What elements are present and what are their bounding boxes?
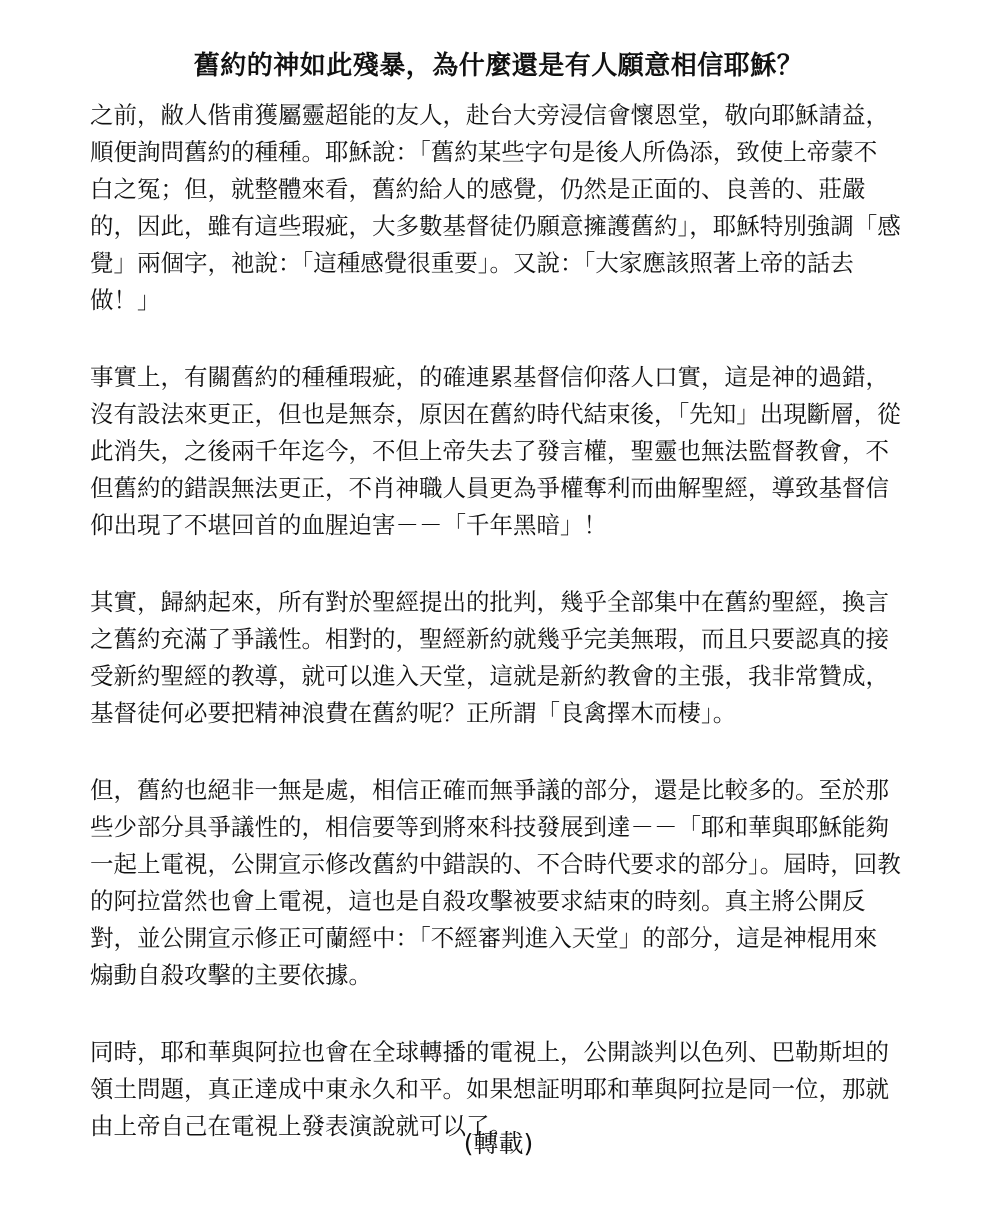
text-line: 順便詢問舊約的種種。耶穌說：「舊約某些字句是後人所偽添，致使上帝蒙不 — [90, 138, 878, 166]
text-line: 但舊約的錯誤無法更正，不肖神職人員更為爭權奪利而曲解聖經，導致基督信 — [90, 474, 889, 502]
text-line: 煽動自殺攻擊的主要依據。 — [90, 961, 372, 989]
text-line: 但，舊約也絕非一無是處，相信正確而無爭議的部分，還是比較多的。至於那 — [90, 776, 889, 804]
text-line: 事實上，有關舊約的種種瑕疵，的確連累基督信仰落人口實，這是神的過錯， — [90, 363, 889, 391]
text-line: 白之冤；但，就整體來看，舊約給人的感覺，仍然是正面的、良善的、莊嚴 — [90, 175, 866, 203]
paragraph-4 — [90, 772, 920, 994]
text-line: 其實，歸納起來，所有對於聖經提出的批判，幾乎全部集中在舊約聖經，換言 — [90, 588, 889, 616]
text-line: 做！」 — [90, 286, 161, 314]
text-line: 仰出現了不堪回首的血腥迫害－－「千年黑暗」！ — [90, 511, 607, 539]
document-body — [90, 97, 920, 1185]
text-line: 沒有設法來更正，但也是無奈，原因在舊約時代結束後，「先知」出現斷層，從 — [90, 400, 901, 428]
text-line: 領土問題，真正達成中東永久和平。如果想証明耶和華與阿拉是同一位，那就 — [90, 1075, 889, 1103]
text-line: 由上帝自己在電視上發表演說就可以了。 — [90, 1112, 513, 1140]
paragraph-2 — [90, 359, 920, 544]
paragraph-1 — [90, 97, 920, 319]
text-line: 對，並公開宣示修正可蘭經中：「不經審判進入天堂」的部分，這是神棍用來 — [90, 924, 878, 952]
text-line: 同時，耶和華與阿拉也會在全球轉播的電視上，公開談判以色列、巴勒斯坦的 — [90, 1038, 889, 1066]
text-line: 一起上電視，公開宣示修改舊約中錯誤的、不合時代要求的部分」。屆時，回教 — [90, 850, 901, 878]
text-line: 的，因此，雖有這些瑕疵，大多數基督徒仍願意擁護舊約」，耶穌特別強調「感 — [90, 212, 901, 240]
text-line: 之前，敝人偕甫獲屬靈超能的友人，赴台大旁浸信會懷恩堂，敬向耶穌請益， — [90, 101, 889, 129]
text-line: 受新約聖經的教導，就可以進入天堂，這就是新約教會的主張，我非常贊成， — [90, 662, 889, 690]
text-line: 之舊約充滿了爭議性。相對的，聖經新約就幾乎完美無瑕，而且只要認真的接 — [90, 625, 889, 653]
document-title: 舊約的神如此殘暴，為什麼還是有人願意相信耶穌？ — [193, 51, 804, 81]
text-line: 此消失，之後兩千年迄今，不但上帝失去了發言權，聖靈也無法監督教會，不 — [90, 437, 889, 465]
text-line: 覺」兩個字，祂說：「這種感覺很重要」。又說：「大家應該照著上帝的話去 — [90, 249, 854, 277]
text-line: 基督徒何必要把精神浪費在舊約呢？正所謂「良禽擇木而棲」。 — [90, 699, 737, 727]
text-line: 些少部分具爭議性的，相信要等到將來科技發展到達－－「耶和華與耶穌能夠 — [90, 813, 889, 841]
paragraph-3 — [90, 584, 920, 732]
repost-note: (轉載) — [463, 1129, 534, 1158]
text-line: 的阿拉當然也會上電視，這也是自殺攻擊被要求結束的時刻。真主將公開反 — [90, 887, 866, 915]
